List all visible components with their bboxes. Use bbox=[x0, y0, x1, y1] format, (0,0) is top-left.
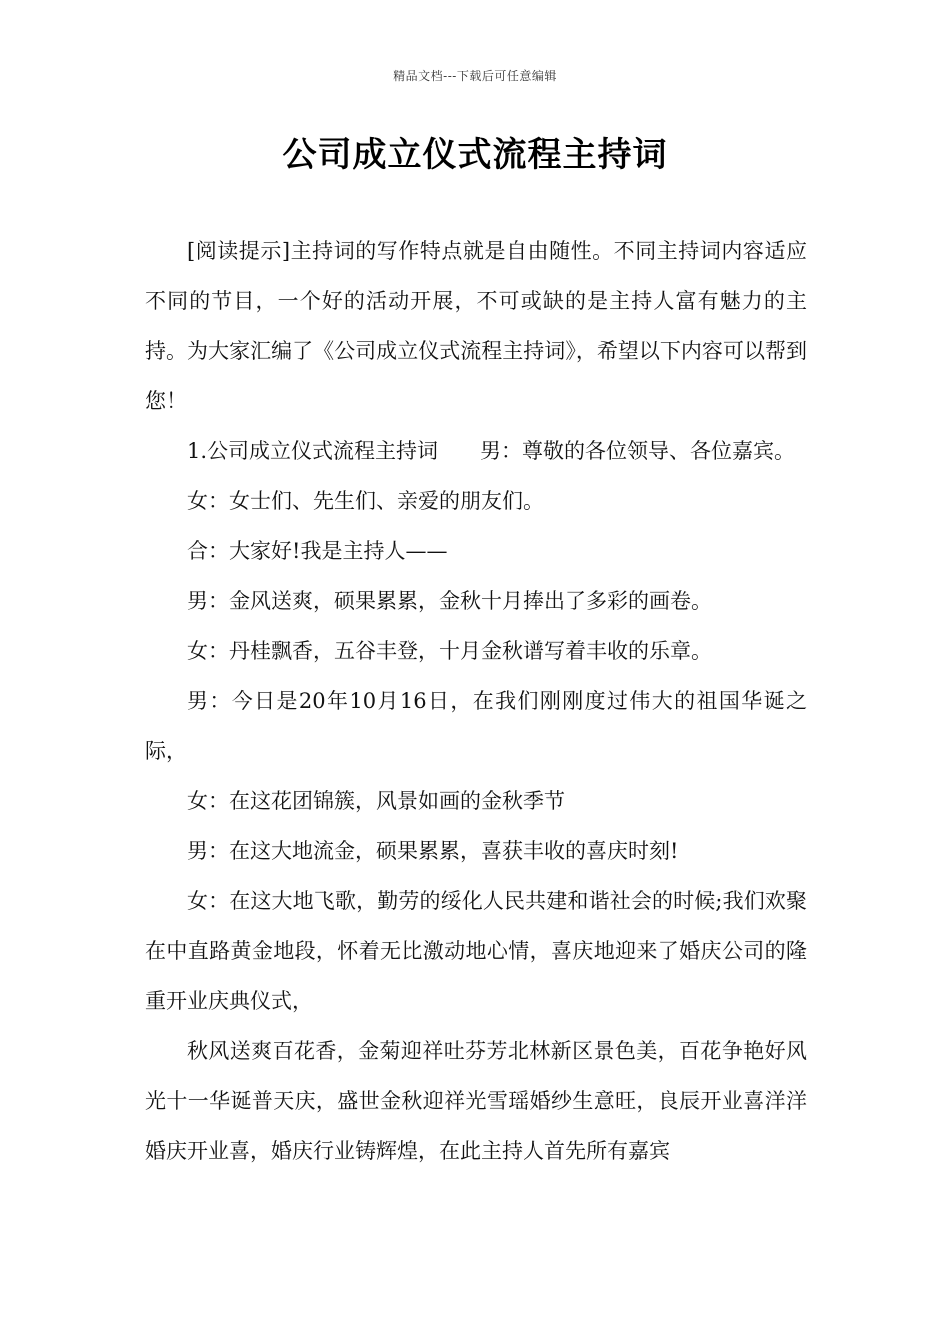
paragraph-line: 男：今日是20年10月16日，在我们刚刚度过伟大的祖国华诞之际， bbox=[145, 689, 807, 763]
document-title: 公司成立仪式流程主持词 bbox=[282, 135, 668, 175]
paragraph-line: 女：丹桂飘香，五谷丰登，十月金秋谱写着丰收的乐章。 bbox=[187, 639, 712, 663]
paragraph-line: 秋风送爽百花香，金菊迎祥吐芬芳北林新区景色美，百花争艳好风光十一华诞普天庆，盛世金秋迎祥光雪瑶婚纱生意旺，良辰开业喜洋洋婚庆开业喜，婚庆行业铸辉煌，在此主持人首先所有嘉宾 bbox=[145, 1039, 807, 1163]
paragraph-item-1: 1.公司成立仪式流程主持词 男：尊敬的各位领导、各位嘉宾。 bbox=[187, 439, 796, 463]
paragraph-line: 男：金风送爽，硕果累累，金秋十月捧出了多彩的画卷。 bbox=[187, 589, 712, 613]
paragraph-line: 女：在这花团锦簇，风景如画的金秋季节 bbox=[187, 789, 565, 813]
paragraph-line: 男：在这大地流金，硕果累累，喜获丰收的喜庆时刻! bbox=[187, 839, 679, 863]
header-note: 精品文档---下载后可任意编辑 bbox=[393, 69, 557, 83]
paragraph-line: 合：大家好!我是主持人—— bbox=[187, 539, 448, 563]
paragraph-line: 女：女士们、先生们、亲爱的朋友们。 bbox=[187, 489, 544, 513]
paragraph-line: 女：在这大地飞歌，勤劳的绥化人民共建和谐社会的时候;我们欢聚在中直路黄金地段，怀着无比激动地心情，喜庆地迎来了婚庆公司的隆重开业庆典仪式， bbox=[145, 889, 807, 1013]
document-body bbox=[145, 226, 807, 1176]
paragraph-intro: [阅读提示]主持词的写作特点就是自由随性。不同主持词内容适应不同的节目，一个好的活动开展，不可或缺的是主持人富有魅力的主持。为大家汇编了《公司成立仪式流程主持词》，希望以下内容可以帮到您！ bbox=[145, 239, 807, 413]
